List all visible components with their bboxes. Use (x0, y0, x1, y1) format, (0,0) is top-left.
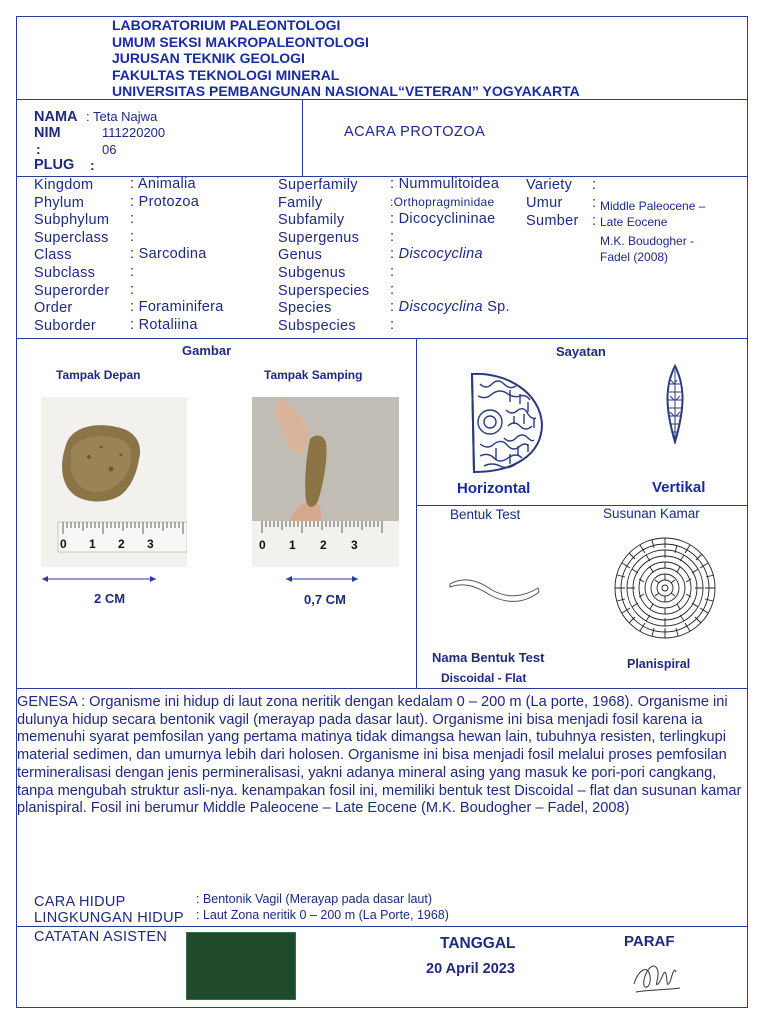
umur-colon: : (592, 195, 597, 211)
tax-label: Superclass (34, 229, 109, 246)
tax-label: Superfamily (278, 177, 358, 193)
scale-label-front: 2 CM (94, 591, 126, 606)
tax-value: :Orthopragminidae (390, 194, 495, 209)
nama-bentuk-test-value: Discoidal - Flat (441, 671, 527, 685)
lingkungan-hidup-value: : Laut Zona neritik 0 – 200 m (La Porte, 1968) (196, 908, 449, 922)
nim-value: 111220200 (102, 125, 166, 140)
tax-value-genus (390, 246, 510, 264)
tax-label: Class (34, 247, 72, 264)
ruler-digit: 0 (259, 538, 266, 552)
tanggal-value: 20 April 2023 (426, 961, 515, 977)
tax-label: Genus (278, 247, 323, 264)
tax-value: : (390, 228, 395, 245)
tax-value: : Animalia (130, 176, 196, 192)
sumber-label: Sumber (526, 213, 579, 229)
tax-label: Subclass (34, 264, 96, 281)
taxonomy-col1-labels (34, 177, 110, 335)
umur-label: Umur (526, 195, 563, 211)
signature (628, 954, 684, 998)
catatan-asisten-label: CATATAN ASISTEN (34, 929, 168, 945)
tax-label: Species (278, 300, 332, 317)
divider-gambar-sayatan (416, 338, 417, 688)
planispiral-drawing (612, 535, 718, 641)
scale-arrow-side (282, 572, 362, 586)
vertical-section-drawing (660, 364, 690, 444)
tax-label: Subgenus (278, 264, 346, 281)
ruler-digit: 2 (118, 537, 125, 551)
tax-label: Superspecies (278, 282, 370, 299)
assistant-note-thumbnail (186, 932, 296, 1000)
variety-value: : (592, 177, 597, 193)
header-line: FAKULTAS TEKNOLOGI MINERAL (112, 66, 340, 83)
discoidal-flat-shape (444, 570, 544, 606)
cara-hidup-value: : Bentonik Vagil (Merayap pada dasar laut) (196, 892, 433, 906)
tax-value: : Protozoa (130, 193, 200, 210)
taxonomy-col2-labels (278, 177, 369, 335)
tax-value: : Rotaliina (130, 316, 198, 333)
header-line: JURUSAN TEKNIK GEOLOGI (112, 50, 305, 66)
divider-identity-vertical (302, 99, 303, 176)
paraf-label: PARAF (624, 933, 675, 950)
photo-side-view (252, 397, 399, 567)
tampak-samping-label: Tampak Samping (264, 368, 363, 382)
tax-label: Kingdom (34, 177, 94, 193)
tax-label: Order (34, 300, 73, 317)
tax-value: : Dicocyclininae (390, 211, 496, 228)
sumber-colon: : (592, 213, 597, 229)
tax-label: Subphylum (34, 212, 110, 229)
nim-colon: : (36, 141, 41, 157)
tax-label: Suborder (34, 317, 97, 334)
tax-value: : (130, 211, 135, 228)
tanggal-label: TANGGAL (440, 935, 516, 952)
gambar-title: Gambar (182, 343, 232, 358)
tax-value: : (390, 316, 395, 333)
header-line: UMUM SEKSI MAKROPALEONTOLOGI (112, 33, 369, 50)
photo-front-view (41, 397, 187, 567)
tax-value: : (390, 281, 395, 298)
variety-label: Variety (526, 177, 573, 193)
horizontal-label: Horizontal (457, 480, 531, 497)
cara-hidup-label: CARA HIDUP (34, 894, 126, 910)
species-italic: Discocyclina (398, 299, 483, 316)
susunan-kamar-label: Susunan Kamar (603, 506, 700, 521)
scale-label-side: 0,7 CM (304, 592, 346, 607)
divider-images (16, 688, 748, 689)
tax-label: Superorder (34, 282, 110, 299)
genesa-paragraph: GENESA : Organisme ini hidup di laut zona neritik dengan kedalam 0 – 200 m (La porte, 1968). Organisme ini dulunya hidup secara bentonik vagil (merayap pada dasar laut). Organisme ini bisa menjadi fosil karena ia memenuhi syarat pemfosilan yang pertama matinya tidak dimangsa hewan lain, tubuhnya resisten, terlingkupi material sedimen, dan umurnya lebih dari holosen. Organisme ini bisa menjadi fosil melalui proses pemfosilan termineralisasi dengan jenis permineralisasi, yakni adanya mineral asing yang masuk ke pori-pori cangkang, tanpa mengubah struktur asli-nya. kenampakan fosil ini, memiliki bentuk test Discoidal – flat dan susunan kamar planispiral. Fosil ini berumur Middle Paleocene – Late Eocene (M.K. Boudogher – Fadel, 2008) (17, 694, 742, 817)
tax-value-prefix: : (390, 246, 399, 263)
genus-italic: Discocyclina (398, 246, 483, 263)
nama-bentuk-test-label: Nama Bentuk Test (432, 650, 545, 665)
ruler-digit: 3 (147, 537, 154, 551)
tax-value: : (390, 263, 395, 280)
species-suffix: Sp. (482, 299, 510, 316)
nama-value: : Teta Najwa (86, 109, 158, 124)
divider-taxonomy (16, 338, 748, 339)
header-line: LABORATORIUM PALEONTOLOGI (112, 17, 341, 33)
tax-value: : Nummulitoidea (390, 176, 500, 192)
divider-identity (16, 176, 748, 177)
sayatan-title: Sayatan (556, 344, 606, 359)
planispiral-label: Planispiral (627, 657, 691, 671)
ruler-digit: 1 (289, 538, 296, 552)
tax-label: Subspecies (278, 317, 356, 334)
header-block (112, 17, 580, 100)
tax-value: : Sarcodina (130, 246, 207, 263)
tax-label: Family (278, 194, 323, 211)
tampak-depan-label: Tampak Depan (56, 368, 141, 382)
vertikal-label: Vertikal (652, 479, 706, 496)
plug-value: 06 (102, 142, 117, 157)
tax-value: : (130, 263, 135, 280)
nama-label: NAMA (34, 109, 78, 125)
tax-value: : Foraminifera (130, 299, 224, 316)
ruler-digit: 1 (89, 537, 96, 551)
scale-arrow-front (38, 572, 160, 586)
ruler-digit: 2 (320, 538, 327, 552)
tax-value-prefix: : (390, 299, 399, 316)
umur-value-1: Middle Paleocene – (600, 199, 706, 213)
taxonomy-col2-values (390, 176, 510, 334)
tax-value: : (130, 281, 135, 298)
bentuk-test-label: Bentuk Test (450, 507, 521, 522)
umur-value-2: Late Eocene (600, 215, 668, 229)
tax-label: Supergenus (278, 229, 360, 246)
sumber-value-2: Fadel (2008) (600, 250, 669, 264)
acara-title: ACARA PROTOZOA (344, 124, 486, 140)
tax-label: Subfamily (278, 212, 345, 229)
header-line: UNIVERSITAS PEMBANGUNAN NASIONAL“VETERAN” YOGYAKARTA (112, 83, 580, 99)
tax-value-species (390, 299, 510, 317)
nim-label: NIM (34, 125, 61, 141)
tax-value: : (130, 228, 135, 245)
tax-label: Phylum (34, 194, 85, 211)
plug-colon: : (90, 157, 95, 173)
lingkungan-hidup-label: LINGKUNGAN HIDUP (34, 910, 184, 926)
taxonomy-col1-values (130, 176, 224, 334)
divider-lifestyle (16, 926, 748, 927)
plug-label: PLUG (34, 157, 75, 173)
horizontal-section-drawing (466, 370, 546, 476)
ruler-digit: 0 (60, 537, 67, 551)
sumber-value-1: M.K. Boudogher - (600, 234, 695, 248)
ruler-digit: 3 (351, 538, 358, 552)
